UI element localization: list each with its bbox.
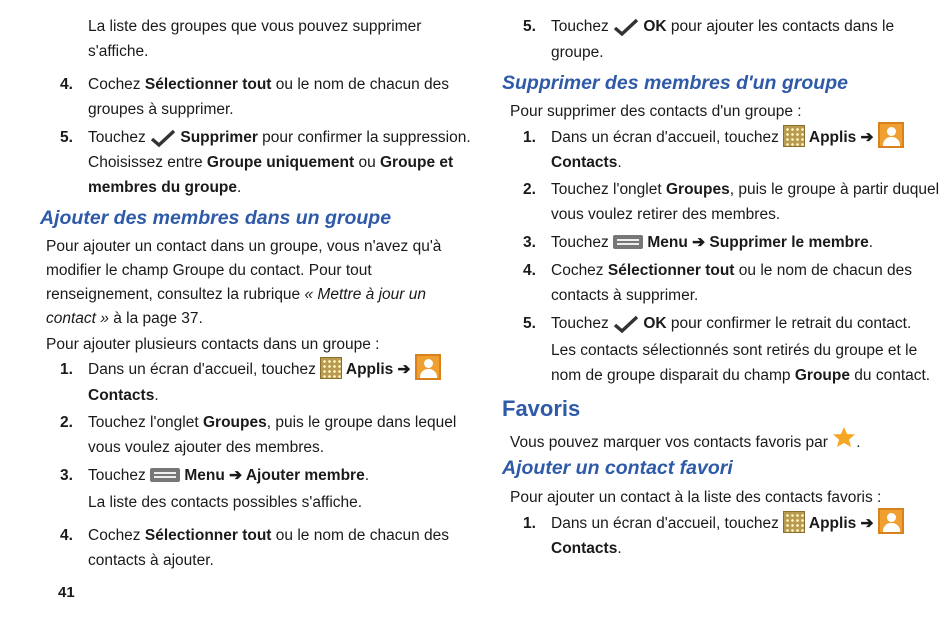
step-text: vous voulez ajouter des membres.: [88, 439, 325, 456]
star-icon: [832, 426, 856, 456]
step-text: membres du groupe.: [88, 179, 242, 196]
menu-key-icon: [613, 235, 643, 249]
step-number: 3.: [523, 234, 536, 251]
step-number: 1.: [60, 361, 73, 378]
step-text: Dans un écran d'accueil, touchez Applis ➔: [551, 511, 904, 537]
step-text: Touchez Menu ➔ Supprimer le membre.: [551, 234, 874, 251]
step-text: Touchez l'onglet Groupes, puis le groupe dans lequel: [88, 414, 457, 431]
step-text: Contacts.: [88, 387, 159, 404]
step-text: Les contacts sélectionnés sont retirés du groupe et le: [551, 342, 918, 359]
section-heading: Ajouter un contact favori: [502, 457, 733, 479]
step-text: Dans un écran d'accueil, touchez Applis ➔: [88, 357, 441, 383]
section-heading: Supprimer des membres d'un groupe: [502, 72, 848, 94]
step-text: groupes à supprimer.: [88, 101, 234, 118]
contacts-icon: [878, 508, 904, 534]
step-text: Touchez Menu ➔ Ajouter membre.: [88, 467, 370, 484]
step-text: groupe.: [551, 44, 604, 61]
check-icon: [613, 314, 639, 334]
step-text: Choisissez entre Groupe uniquement ou Groupe et: [88, 154, 454, 171]
step-text: vous voulez retirer des membres.: [551, 206, 781, 223]
page-number: 41: [58, 584, 75, 601]
step-text: Contacts.: [551, 540, 622, 557]
check-icon: [150, 128, 176, 148]
step-number: 3.: [60, 467, 73, 484]
menu-key-icon: [150, 468, 180, 482]
step-text: Cochez Sélectionner tout ou le nom de chacun des: [551, 262, 912, 279]
paragraph-line: Pour ajouter plusieurs contacts dans un groupe :: [46, 336, 380, 353]
apps-grid-icon: [783, 125, 805, 147]
paragraph-line: Vous pouvez marquer vos contacts favoris par .: [510, 428, 861, 458]
paragraph-line: renseignement, consultez la rubrique « Mettre à jour un: [46, 286, 426, 303]
step-number: 1.: [523, 515, 536, 532]
contacts-icon: [415, 354, 441, 380]
paragraph-line: Pour ajouter un contact dans un groupe, vous n'avez qu'à: [46, 238, 442, 255]
apps-grid-icon: [783, 511, 805, 533]
intro-line: s'affiche.: [88, 43, 149, 60]
paragraph-line: contact » à la page 37.: [46, 310, 203, 327]
step-number: 1.: [523, 129, 536, 146]
paragraph-line: Pour ajouter un contact à la liste des contacts favoris :: [510, 489, 882, 506]
section-heading: Ajouter des membres dans un groupe: [40, 207, 392, 229]
step-text: contacts à ajouter.: [88, 552, 214, 569]
step-text: Contacts.: [551, 154, 622, 171]
step-number: 5.: [523, 315, 536, 332]
step-number: 5.: [523, 18, 536, 35]
contacts-icon: [878, 122, 904, 148]
step-text: Touchez OK pour confirmer le retrait du contact.: [551, 315, 912, 332]
step-text: nom de groupe disparait du champ Groupe du contact.: [551, 367, 931, 384]
section-heading-favoris: Favoris: [502, 396, 581, 421]
step-text: La liste des contacts possibles s'affiche.: [88, 494, 363, 511]
step-number: 5.: [60, 129, 73, 146]
step-text: Touchez l'onglet Groupes, puis le groupe à partir duquel: [551, 181, 940, 198]
step-text: Dans un écran d'accueil, touchez Applis ➔: [551, 125, 904, 151]
check-icon: [613, 17, 639, 37]
step-number: 2.: [60, 414, 73, 431]
step-text: Cochez Sélectionner tout ou le nom de chacun des: [88, 527, 449, 544]
step-number: 4.: [60, 76, 73, 93]
step-text: Touchez OK pour ajouter les contacts dans le: [551, 18, 895, 35]
step-number: 4.: [523, 262, 536, 279]
step-number: 4.: [60, 527, 73, 544]
step-text: Cochez Sélectionner tout ou le nom de chacun des: [88, 76, 449, 93]
apps-grid-icon: [320, 357, 342, 379]
paragraph-line: modifier le champ Groupe du contact. Pour tout: [46, 262, 372, 279]
step-text: contacts à supprimer.: [551, 287, 699, 304]
step-text: Touchez Supprimer pour confirmer la suppression.: [88, 129, 471, 146]
paragraph-line: Pour supprimer des contacts d'un groupe :: [510, 103, 802, 120]
intro-line: La liste des groupes que vous pouvez supprimer: [88, 18, 422, 35]
step-number: 2.: [523, 181, 536, 198]
